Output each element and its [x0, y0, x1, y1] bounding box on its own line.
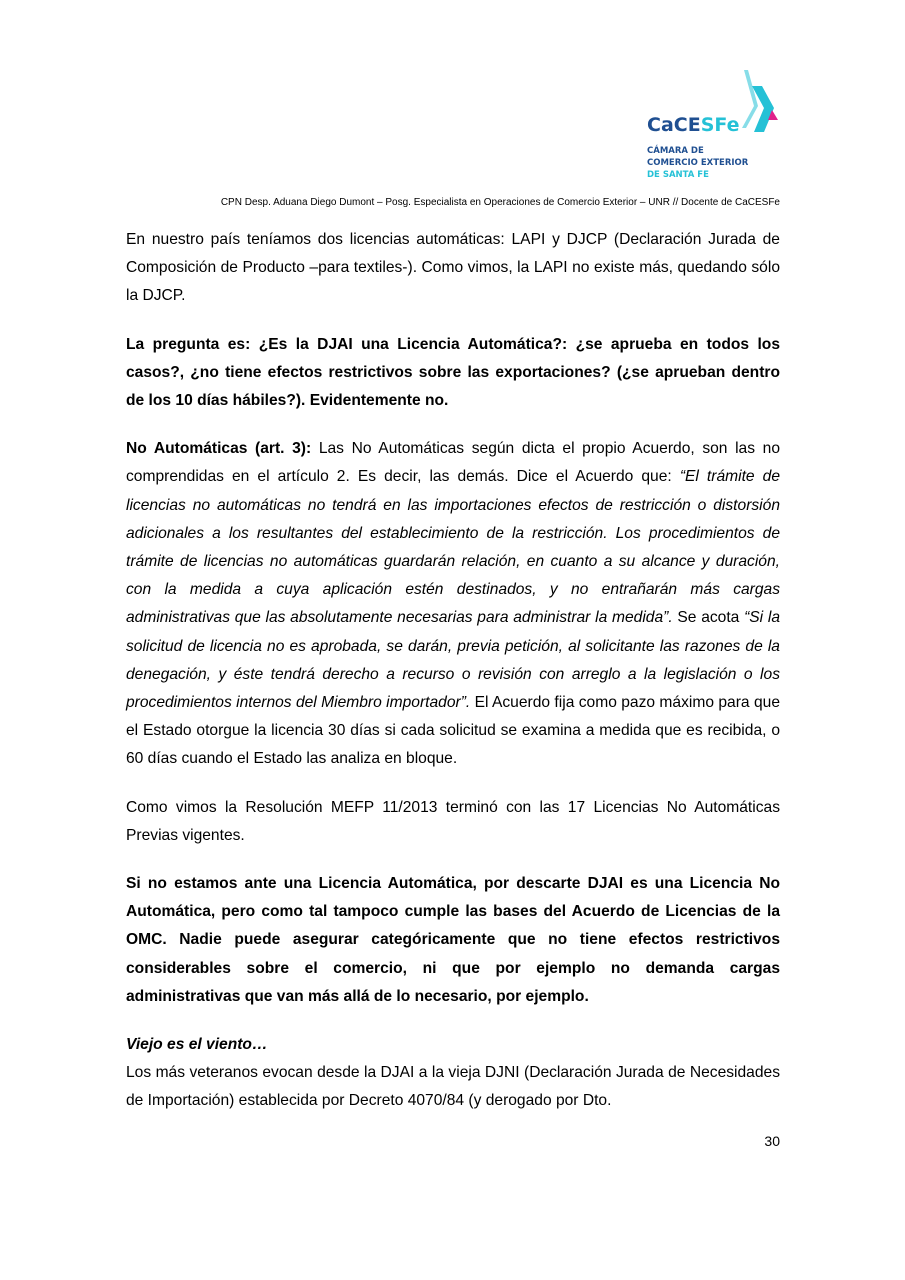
logo-chevron-icon	[738, 66, 783, 136]
no-automaticas-lead: No Automáticas (art. 3):	[126, 440, 312, 458]
paragraph-pregunta-djai: La pregunta es: ¿Es la DJAI una Licencia Automática?: ¿se aprueba en todos los casos?, ¿no tiene efectos restrictivos sobre las exportaciones? (¿se aprueban dentro de los 10 días hábiles?). Evidentemente no.	[126, 335, 780, 410]
quote-solicitud: “Si la solicitud de licencia no es aprobada, se darán, previa petición, al solicitante las razones de la denegación, y éste tendrá derecho a recurso o revisión con arreglo a la legislación o los procedimientos internos del Miembro importador”.	[126, 609, 781, 712]
document-body	[126, 226, 780, 1116]
paragraph-licencias-automaticas: En nuestro país teníamos dos licencias automáticas: LAPI y DJCP (Declaración Jurada de Composición de Producto –para textiles-). Como vimos, la LAPI no existe más, quedando sólo la DJCP.	[126, 231, 780, 305]
paragraph-no-automaticas: No Automáticas (art. 3): Las No Automáticas según dicta el propio Acuerdo, son las no comprendidas en el artículo 2. Es decir, las demás. Dice el Acuerdo que: “El trámite de licencias no automáticas no tendrá en las importaciones efectos de restricción o distorsión adicionales a los resultantes del establecimiento de la restricción. Los procedimientos de trámite de licencias no automáticas guardarán relación, en cuanto a su alcance y duración, con la medida a cuya aplicación estén destinados, y no entrañarán más cargas administrativas que las absolutamente necesarias para administrar la medida”. Se acota “Si la solicitud de licencia no es aprobada, se darán, previa petición, al solicitante las razones de la denegación, y éste tendrá derecho a recurso o revisión con arreglo a la legislación o los procedimientos internos del Miembro importador”. El Acuerdo fija como pazo máximo para que el Estado otorgue la licencia 30 días si cada solicitud se examina a medida que es recibida, o 60 días cuando el Estado las analiza en bloque.	[126, 440, 781, 768]
paragraph-resolucion-mefp: Como vimos la Resolución MEFP 11/2013 terminó con las 17 Licencias No Automáticas Previas vigentes.	[126, 798, 780, 844]
quote-acuerdo: “El trámite de licencias no automáticas no tendrá en las importaciones efectos de restricción o distorsión adicionales a los resultantes del establecimiento de la restricción. Los procedimientos de trámite de licencias no automáticas guardarán relación, en cuanto a su alcance y duración, con la medida a cuya aplicación estén destinados, y no entrañarán más cargas administrativas que las absolutamente necesarias para administrar la medida”.	[126, 468, 780, 627]
section-heading: Viejo es el viento…	[126, 1036, 268, 1054]
cacesfe-logo	[640, 66, 790, 186]
logo-name: CaCESFe	[647, 114, 740, 136]
paragraph-djni: Los más veteranos evocan desde la DJAI a la vieja DJNI (Declaración Jurada de Necesidades de Importación) establecida por Decreto 4070/84 (y derogado por Dto.	[126, 1064, 780, 1110]
paragraph-conclusion-djai: Si no estamos ante una Licencia Automática, por descarte DJAI es una Licencia No Automática, pero como tal tampoco cumple las bases del Acuerdo de Licencias de la OMC. Nadie puede asegurar categóricamente que no tiene efectos restrictivos considerables sobre el comercio, ni que por ejemplo no demanda cargas administrativas que van más allá de lo necesario, por ejemplo.	[126, 875, 780, 1005]
running-header: CPN Desp. Aduana Diego Dumont – Posg. Especialista en Operaciones de Comercio Exterior – UNR // Docente de CaCESFe	[220, 197, 780, 208]
page-number: 30	[764, 1133, 780, 1149]
logo-subtitle: CÁMARA DE COMERCIO EXTERIOR DE SANTA FE	[647, 146, 749, 180]
